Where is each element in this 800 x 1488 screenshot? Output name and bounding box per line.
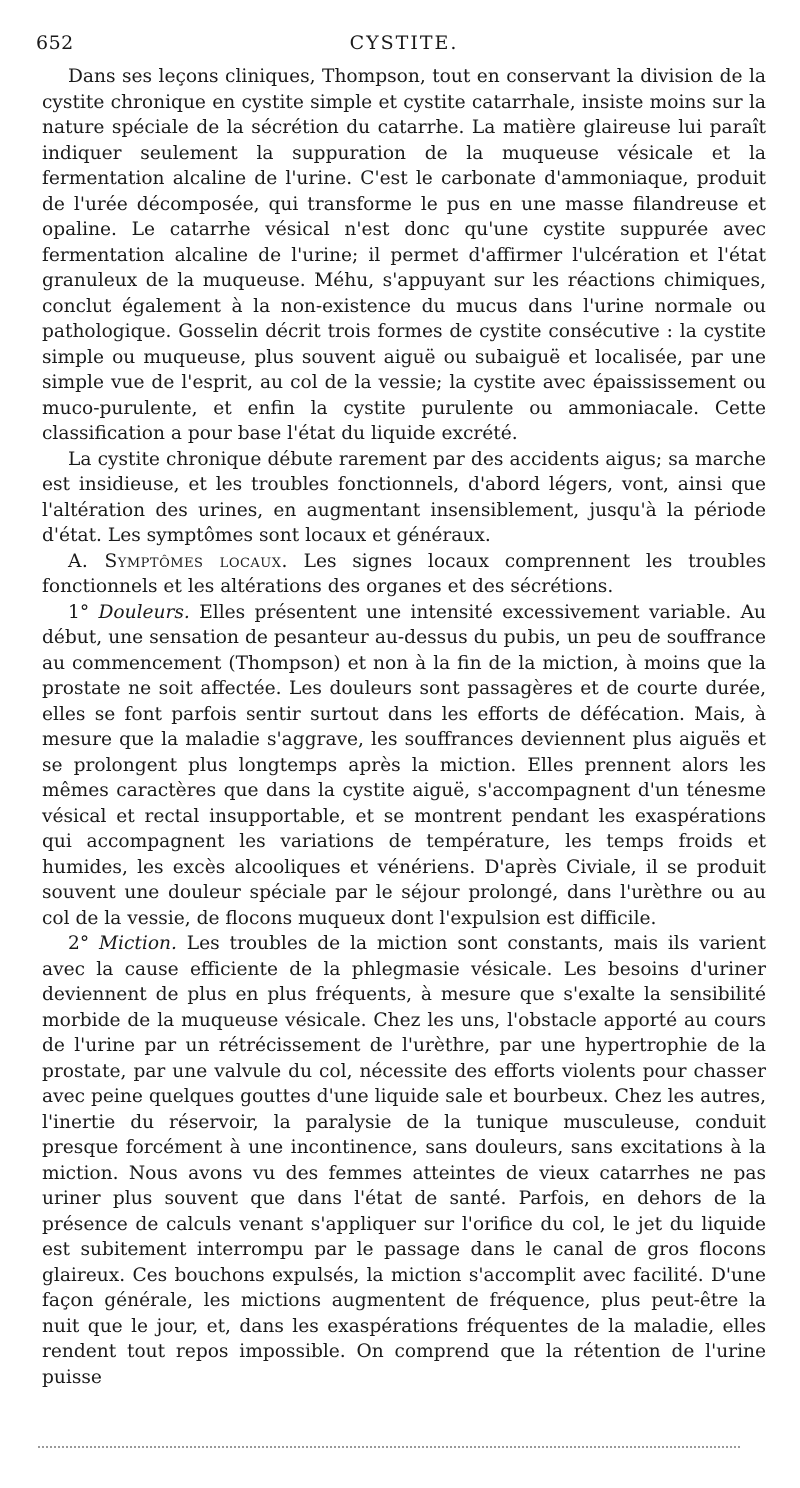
page-number: 652 [36,32,74,54]
item-number: 1° [68,601,90,623]
paragraph-onset [42,447,766,549]
paragraph-text: Elles présentent une intensité excessivement variable. Au début, une sensation de pesanteur au-dessus du pubis, un peu de souffrance au commencement (Thompson) et non à la fin de la miction, à moins que la prostate ne soit affectée. Les douleurs sont passagères et de courte durée, elles se font parfois sentir surtout dans les efforts de défécation. Mais, à mesure que la maladie s'aggrave, les souffrances deviennent plus aiguës et se prolongent plus longtemps après la miction. Elles prennent alors les mêmes caractères que dans la cystite aiguë, s'accompagnent d'un ténesme vésical et rectal insupportable, et se montrent pendant les exaspérations qui accompagnent les variations de température, les temps froids et humides, les excès alcooliques et vénériens. D'après Civiale, il se produit souvent une douleur spéciale par le séjour prolongé, dans l'urèthre ou au col de la vessie, de flocons muqueux dont l'expulsion est difficile. [42,601,766,929]
section-heading: A. Symptômes locaux. [68,550,288,572]
body-text [42,64,766,1390]
book-page [36,28,766,1390]
page-header [36,28,766,64]
paragraph-local-symptoms [42,549,766,600]
subsection-heading: Douleurs. [98,601,190,623]
paragraph-text: Les troubles de la miction sont constants, mais ils varient avec la cause efficiente de la phlegmasie vésicale. Les besoins d'uriner deviennent de plus en plus fréquents, à mesure que s'exalte la sensibilité morbide de la muqueuse vésicale. Chez les uns, l'obstacle apporté au cours de l'urine par un rétrécissement de l'urèthre, par une hypertrophie de la prostate, par une valvule du col, nécessite des efforts violents pour chasser avec peine quelques gouttes d'une liquide sale et bourbeux. Chez les autres, l'inertie du réservoir, la paralysie de la tunique musculeuse, conduit presque forcément à une incontinence, sans douleurs, sans excitations à la miction. Nous avons vu des femmes atteintes de vieux catarrhes ne pas uriner plus souvent que dans l'état de santé. Parfois, en dehors de la présence de calculs venant s'appliquer sur l'orifice du col, le jet du liquide est subitement interrompu par le passage dans le canal de gros flocons glaireux. Ces bouchons expulsés, la miction s'accomplit avec facilité. D'une façon générale, les mictions augmentent de fréquence, plus peut-être la nuit que le jour, et, dans les exaspérations fréquentes de la maladie, elles rendent tout repos impossible. On comprend que la rétention de l'urine puisse [42,933,766,1388]
running-head: CYSTITE. [349,32,459,54]
paragraph-miction [42,931,766,1390]
paragraph-thompson [42,64,766,447]
paragraph-text: Dans ses leçons cliniques, Thompson, tout en conservant la division de la cystite chronique en cystite simple et cystite catarrhale, insiste moins sur la nature spéciale de la sécrétion du catarrhe. La matière glaireuse lui paraît indiquer seulement la suppuration de la muqueuse vésicale et la fermentation alcaline de l'urine. C'est le carbonate d'ammoniaque, produit de l'urée décomposée, qui transforme le pus en une masse filandreuse et opaline. Le catarrhe vésical n'est donc qu'une cystite suppurée avec fermentation alcaline de l'urine; il permet d'affirmer l'ulcération et l'état granuleux de la muqueuse. Méhu, s'appuyant sur les réactions chimiques, conclut également à la non-existence du mucus dans l'urine normale ou pathologique. Gosselin décrit trois formes de cystite consécutive : la cystite simple ou muqueuse, plus souvent aiguë ou subaiguë et localisée, par une simple vue de l'esprit, au col de la vessie; la cystite avec épaississement ou muco-purulente, et enfin la cystite purulente ou ammoniacale. Cette classification a pour base l'état du liquide excrété. [42,66,766,444]
footer-dotted-rule [38,1446,740,1448]
paragraph-text: La cystite chronique débute rarement par des accidents aigus; sa marche est insidieuse, et les troubles fonctionnels, d'abord légers, vont, ainsi que l'altération des urines, en augmentant insensiblement, jusqu'à la période d'état. Les symptômes sont locaux et généraux. [42,448,766,546]
paragraph-text: Les signes locaux comprennent les troubles fonctionnels et les altérations des organes et des sécrétions. [42,550,766,597]
subsection-heading: Miction. [99,933,177,954]
paragraph-douleurs [42,600,766,932]
item-number: 2° [68,933,90,954]
